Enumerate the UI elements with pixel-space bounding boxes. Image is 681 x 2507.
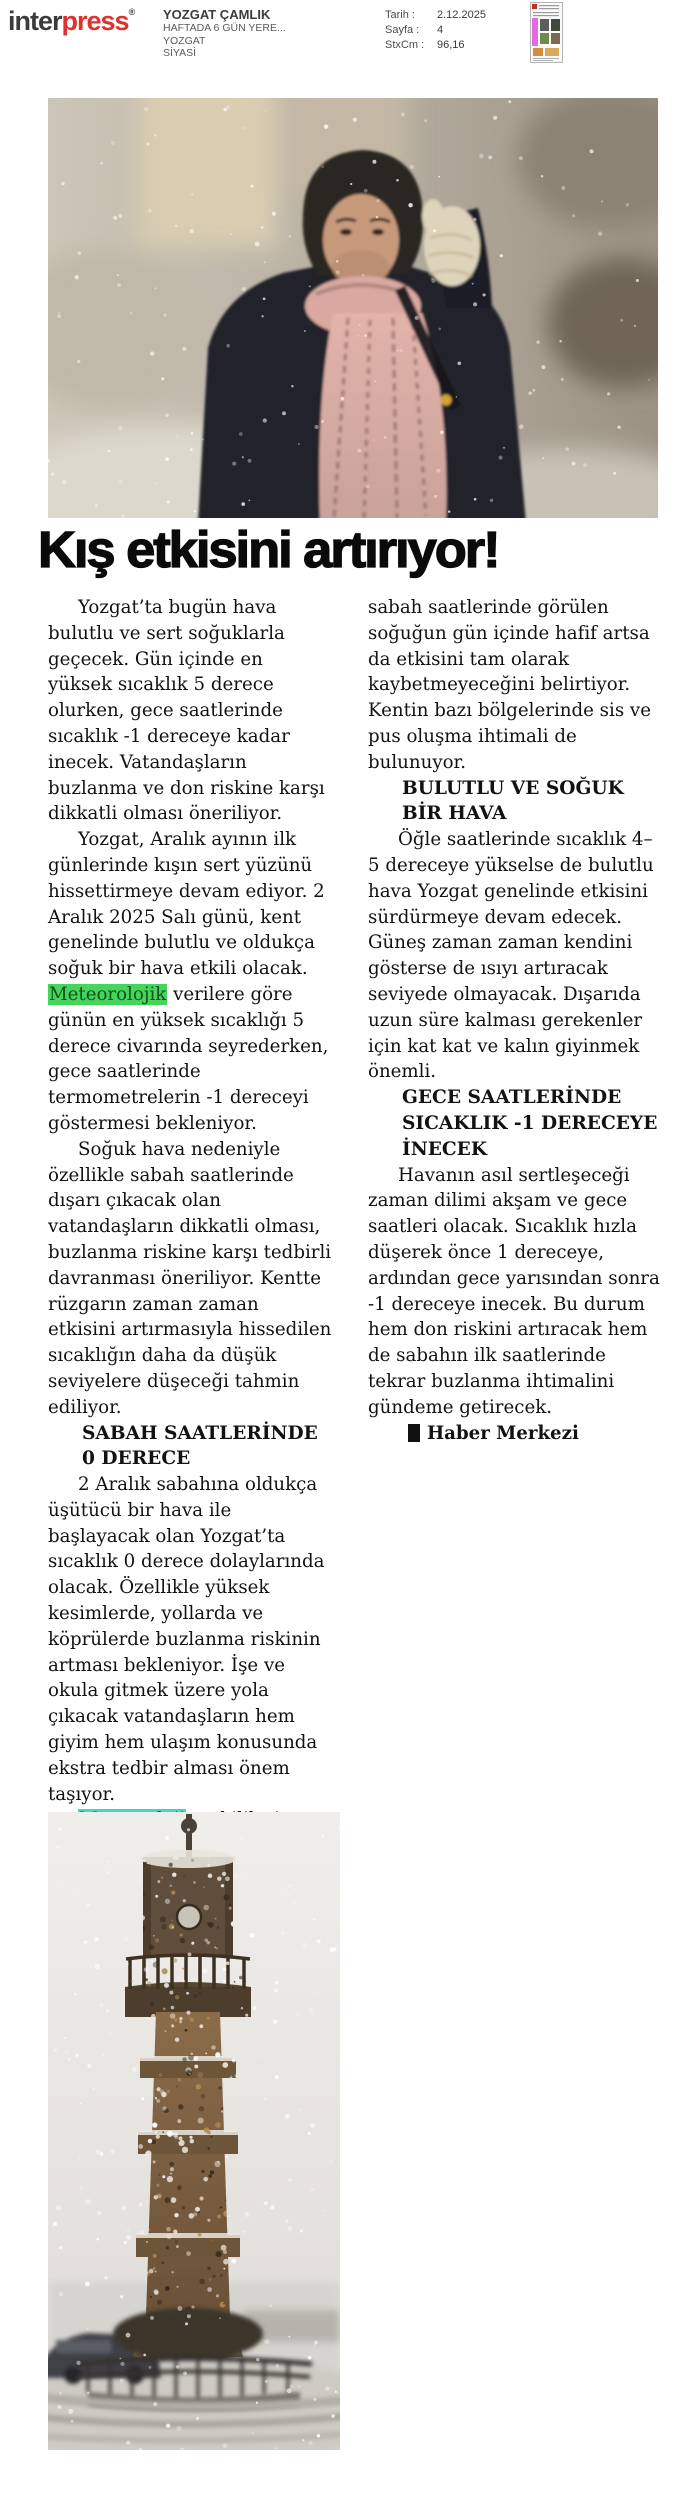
text-segment: BULUTLU VE SOĞUK BİR HAVA [402,777,624,825]
clock-tower-photo [48,1812,340,2450]
text-segment: 2 Aralık sabahına oldukça üşütücü bir hava ile başlayacak olan Yozgat’ta sıcaklık 0 derece dolaylarında olacak. Özellikle yüksek kesimlerde, yollarda ve köprülerde buzlanma riskinin artması bekleniyor. İşe ve okula gitmek üzere yola çıkacak vatandaşların hem giyim hem ulaşım konusunda ekstra tedbir alması önem taşıyor. [48,1474,325,1805]
registered-mark: ® [128,7,135,17]
interpress-logo [8,8,134,35]
meta-row-date [385,8,486,23]
article-paragraph [48,1472,332,1807]
main-photo-graphic [48,98,658,518]
article-paragraph [48,827,332,1137]
clock-tower-graphic [48,1812,340,2450]
text-segment: GECE SAATLERİNDE SICAKLIK -1 DERECEYE İNECEK [402,1087,658,1160]
text-segment: Havanın asıl sertleşeceği zaman dilimi akşam ve gece saatleri olacak. Sıcaklık hızla düşerek önce 1 dereceye, ardından gece yarısından sonra -1 dereceye inecek. Bu durum hem don riskini artıracak hem de sabahın ilk saatlerinde tekrar buzlanma ihtimalini gündeme getirecek. [368,1164,660,1418]
clip-meta [385,8,486,53]
text-segment: verilere göre günün en yüksek sıcaklığı 5 derece civarında seyrederken, gece saatlerinde termometrelerin -1 dereceyi göstermesi bekleniyor. [48,983,329,1134]
article-paragraph [48,595,332,827]
page-thumbnail [530,2,563,63]
text-segment: Haber Merkezi [427,1422,579,1444]
article-column-right [368,595,660,1446]
logo-text-inter: inter [8,6,62,36]
article-paragraph [48,1137,332,1421]
byline [408,1421,660,1447]
article-column-left [48,595,332,1833]
highlighted-keyword: Meteorolojik [49,983,167,1005]
section-subhead [82,1421,332,1473]
publication-city: YOZGAT [163,34,206,47]
section-subhead [402,1085,660,1162]
text-segment: Soğuk hava nedeniyle özellikle sabah saatlerinde dışarı çıkacak olan vatandaşların dikkatli olması, buzlanma riskine karşı tedbirli davranması öneriliyor. Kentte rüzgarın zaman zaman etkisini artırmasıyla hissedilen sıcaklığın daha da düşük seviyelere düşeceği tahmin ediliyor. [48,1138,332,1418]
square-bullet-icon [408,1424,420,1442]
article-paragraph [368,1163,660,1421]
publication-name: YOZGAT ÇAMLIK [163,7,271,22]
main-photo [48,98,658,518]
meta-label-date: Tarih : [385,9,415,21]
meta-label-stxcm: StxCm : [385,39,425,51]
meta-label-page: Sayfa : [385,24,420,36]
publication-category: SİYASİ [163,47,197,59]
text-segment: Yozgat, Aralık ayının ilk günlerinde kışın sert yüzünü hissettirmeye devam ediyor. 2 Aralık 2025 Salı günü, kent genelinde bulutlu ve oldukça soğuk bir hava etkili olacak. [48,829,325,980]
text-segment: SABAH SAATLERİNDE 0 DERECE [82,1422,318,1470]
meta-value-date: 2.12.2025 [437,9,486,21]
publication-frequency: HAFTADA 6 GÜN YERE... [163,22,286,34]
meta-value-stxcm: 96,16 [437,39,465,51]
publication-info [163,7,286,60]
text-segment: sabah saatlerinde görülen soğuğun gün içinde hafif artsa da etkisini tam olarak kaybetmeyeceğini belirtiyor. Kentin bazı bölgelerinde sis ve pus oluşma ihtimali de bulunuyor. [368,597,651,773]
article-paragraph [368,595,660,776]
meta-row-page [385,23,486,38]
page-thumbnail-graphic [531,3,562,62]
text-segment: Öğle saatlerinde sıcaklık 4–5 dereceye yükselse de bulutlu hava Yozgat genelinde etkisini sürdürmeye devam edecek. Güneş zaman zaman kendini gösterse de ısıyı artıracak seviyede olmayacak. Dışarıda uzun süre kalması gerekenler için kat kat ve kalın giyinmek önemli. [368,829,654,1083]
headline: Kış etkisini artırıyor! [38,521,499,578]
text-segment: Yozgat’ta bugün hava bulutlu ve sert soğuklarla geçecek. Gün içinde en yüksek sıcaklık 5 derece olurken, gece saatlerinde sıcaklık -1 dereceye kadar inecek. Vatandaşların buzlanma ve don riskine karşı dikkatli olması öneriliyor. [48,597,325,825]
article-paragraph [368,827,660,1085]
meta-row-stxcm [385,38,486,53]
meta-value-page: 4 [437,24,444,36]
section-subhead [402,776,660,828]
logo-text-press: press [61,6,129,36]
clip-header [0,0,681,96]
